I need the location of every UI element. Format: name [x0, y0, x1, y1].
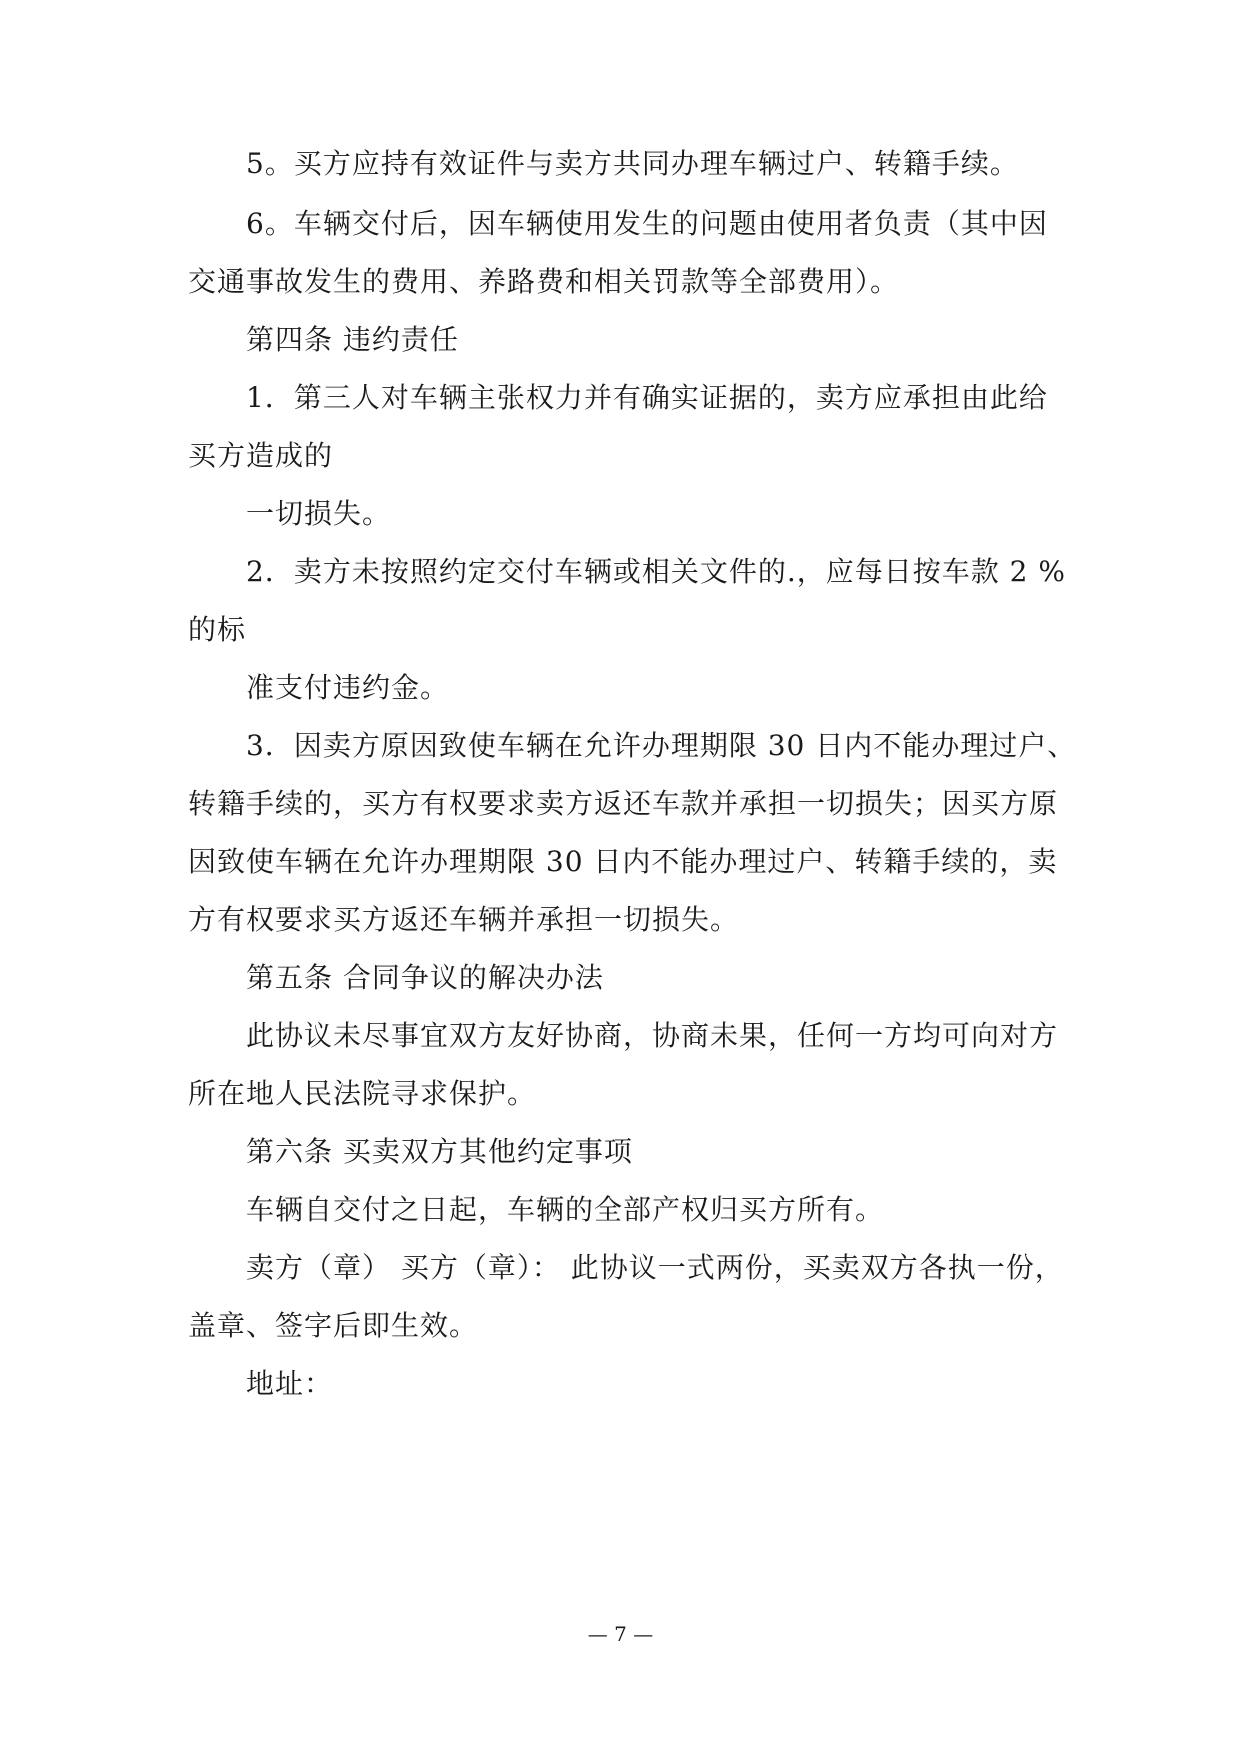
liability-3-line-1: 3．因卖方原因致使车辆在允许办理期限 30 日内不能办理过户、: [246, 729, 1077, 762]
signature-line-2: 盖章、签字后即生效。: [188, 1309, 479, 1342]
liability-2-line-3: 准支付违约金。: [246, 671, 450, 704]
address-label: 地址：: [246, 1367, 334, 1400]
ownership-clause: 车辆自交付之日起，车辆的全部产权归买方所有。: [246, 1193, 885, 1226]
dispute-line-2: 所在地人民法院寻求保护。: [188, 1077, 537, 1110]
dispute-line-1: 此协议未尽事宜双方友好协商，协商未果，任何一方均可向对方: [246, 1019, 1059, 1052]
liability-3-line-4: 方有权要求买方返还车辆并承担一切损失。: [188, 903, 740, 936]
clause-6-line-2: 交通事故发生的费用、养路费和相关罚款等全部费用）。: [188, 265, 900, 298]
article-4-heading: 第四条 违约责任: [246, 323, 459, 356]
page-number: — 7 —: [587, 1622, 654, 1646]
liability-2-line-2: 的标: [188, 613, 247, 646]
liability-1-line-2: 买方造成的: [188, 439, 334, 472]
clause-5: 5。买方应持有效证件与卖方共同办理车辆过户、转籍手续。: [246, 147, 1019, 180]
article-6-heading: 第六条 买卖双方其他约定事项: [246, 1135, 633, 1168]
clause-6-line-1: 6。车辆交付后，因车辆使用发生的问题由使用者负责（其中因: [246, 207, 1048, 240]
article-5-heading: 第五条 合同争议的解决办法: [246, 961, 604, 994]
liability-1-line-1: 1．第三人对车辆主张权力并有确实证据的，卖方应承担由此给: [246, 381, 1048, 414]
liability-3-line-3: 因致使车辆在允许办理期限 30 日内不能办理过户、转籍手续的，卖: [188, 845, 1058, 878]
liability-1-line-3: 一切损失。: [246, 497, 392, 530]
liability-3-line-2: 转籍手续的，买方有权要求卖方返还车款并承担一切损失；因买方原: [188, 787, 1059, 820]
liability-2-line-1: 2．卖方未按照约定交付车辆或相关文件的.，应每日按车款 2 %: [246, 555, 1066, 588]
signature-line-1: 卖方（章） 买方（章）： 此协议一式两份，买卖双方各执一份，: [246, 1251, 1064, 1284]
